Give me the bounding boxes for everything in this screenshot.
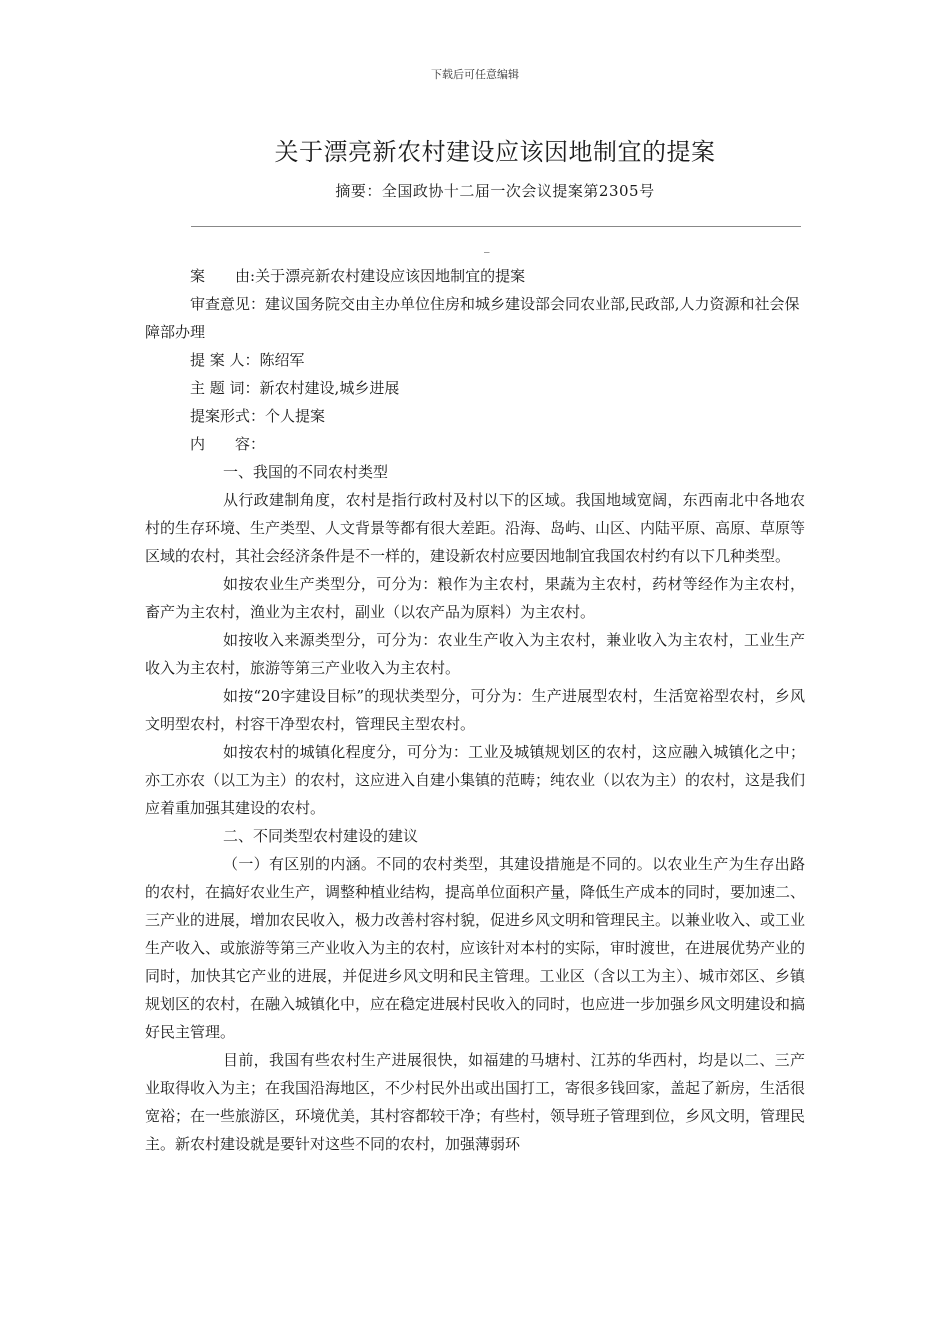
proposer-value: 陈绍军 — [259, 351, 305, 369]
proposer-row — [145, 346, 805, 374]
case-label-b: 由: — [235, 267, 256, 285]
form-row — [145, 402, 805, 430]
review-row — [145, 290, 805, 346]
document-body — [145, 262, 805, 1158]
content-label-b: 容： — [235, 435, 266, 453]
paragraph: 目前，我国有些农村生产进展很快，如福建的马塘村、江苏的华西村，均是以二、三产业取得收入为主；在我国沿海地区，不少村民外出或出国打工，寄很多钱回家，盖起了新房，生活很宽裕；在一些旅游区，环境优美，其村容都较干净；有些村，领导班子管理到位，乡风文明，管理民主。新农村建设就是要针对这些不同的农村，加强薄弱环 — [145, 1051, 806, 1153]
keywords-value: 新农村建设,城乡进展 — [259, 379, 400, 397]
form-value: 个人提案 — [265, 407, 326, 425]
divider-line — [191, 226, 801, 227]
document-title: 关于漂亮新农村建设应该因地制宜的提案 — [274, 138, 716, 166]
document-abstract: 摘要：全国政协十二届一次会议提案第2305号 — [335, 182, 655, 200]
section-heading-1: 一、我国的不同农村类型 — [223, 463, 389, 481]
paragraph: 从行政建制角度，农村是指行政村及村以下的区域。我国地域宽阔，东西南北中各地农村的生存环境、生产类型、人文背景等都有很大差距。沿海、岛屿、山区、内陆平原、高原、草原等区域的农村，其社会经济条件是不一样的，建设新农村应要因地制宜我国农村约有以下几种类型。 — [145, 491, 806, 565]
content-row — [145, 430, 805, 458]
paragraph: 如按农业生产类型分，可分为：粮作为主农村，果蔬为主农村，药材等经作为主农村，畜产为主农村，渔业为主农村，副业（以农产品为原料）为主农村。 — [145, 575, 805, 621]
divider-dash: _ — [484, 240, 490, 253]
case-label-a: 案 — [190, 267, 206, 285]
content-label-a: 内 — [190, 435, 206, 453]
paragraph: 如按农村的城镇化程度分，可分为：工业及城镇规划区的农村，这应融入城镇化之中；亦工亦农（以工为主）的农村，这应进入自建小集镇的范畴；纯农业（以农为主）的农村，这是我们应着重加强其建设的农村。 — [145, 743, 806, 817]
proposer-label: 提 案 人： — [190, 351, 260, 369]
paragraph: 如按收入来源类型分，可分为：农业生产收入为主农村，兼业收入为主农村，工业生产收入为主农村，旅游等第三产业收入为主农村。 — [145, 631, 805, 677]
case-row — [145, 262, 805, 290]
paragraph: （一）有区别的内涵。不同的农村类型，其建设措施是不同的。以农业生产为生存出路的农村，在搞好农业生产，调整种植业结构，提高单位面积产量，降低生产成本的同时，要加速二、三产业的进展，增加农民收入，极力改善村容村貌，促进乡风文明和管理民主。以兼业收入、或工业生产收入、或旅游等第三产业收入为主的农村，应该针对本村的实际，审时渡世，在进展优势产业的同时，加快其它产业的进展，并促进乡风文明和民主管理。工业区（含以工为主）、城市郊区、乡镇规划区的农村，在融入城镇化中，应在稳定进展村民收入的同时，也应进一步加强乡风文明建设和搞好民主管理。 — [145, 855, 806, 1041]
paragraph: 如按“20字建设目标”的现状类型分，可分为：生产进展型农村，生活宽裕型农村，乡风文明型农村，村容干净型农村，管理民主型农村。 — [145, 687, 805, 733]
header-note: 下载后可任意编辑 — [431, 68, 519, 81]
case-value: 关于漂亮新农村建设应该因地制宜的提案 — [255, 267, 526, 285]
keywords-row — [145, 374, 805, 402]
form-label: 提案形式： — [190, 407, 266, 425]
review-label: 审查意见： — [190, 295, 266, 313]
section-heading-2: 二、不同类型农村建设的建议 — [223, 827, 419, 845]
review-value: 建议国务院交由主办单位住房和城乡建设部会同农业部,民政部,人力资源和社会保障部办理 — [145, 295, 800, 341]
keywords-label: 主 题 词： — [190, 379, 260, 397]
